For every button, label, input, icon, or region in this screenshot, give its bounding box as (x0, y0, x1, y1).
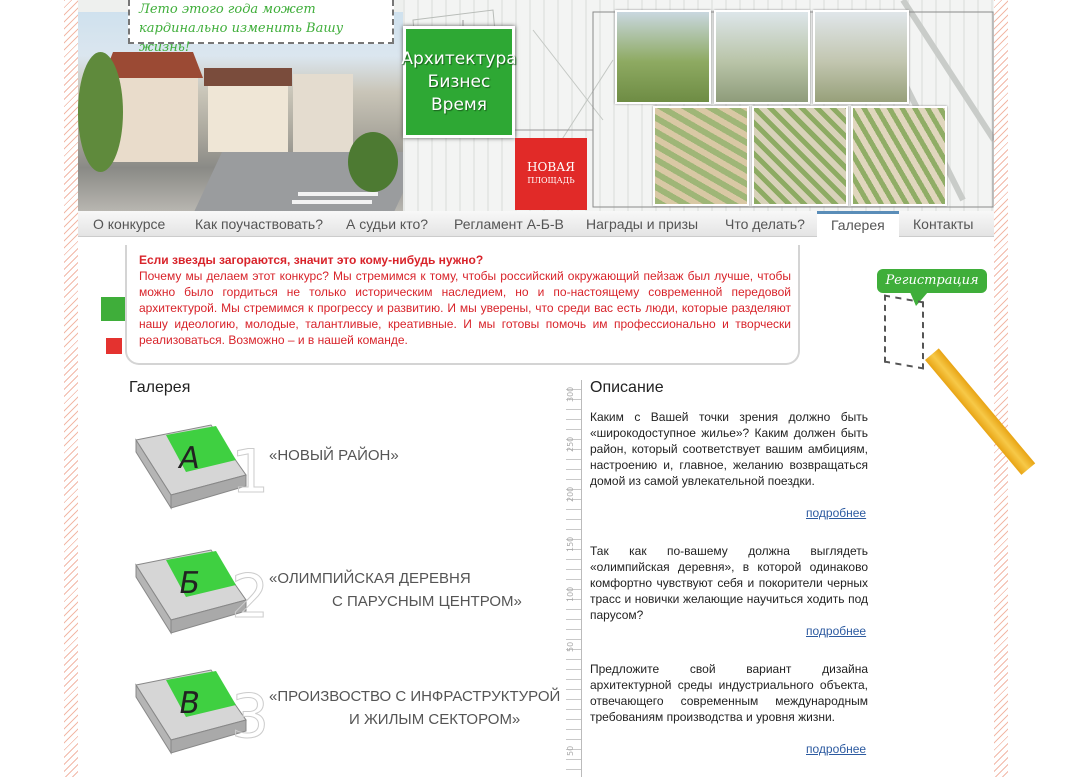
blueprint-b-icon (131, 545, 271, 645)
gallery-letter: В (176, 686, 203, 721)
gallery-number: 2 (231, 562, 270, 632)
intro-box (125, 245, 800, 365)
more-link[interactable]: подробнее (806, 624, 867, 638)
nav-item-contacts[interactable]: Контакты (913, 216, 974, 232)
gallery-item[interactable] (131, 665, 571, 765)
plan-thumbnail (714, 10, 810, 104)
plan-thumbnail (813, 10, 909, 104)
description-text: Так как по-вашему должна выглядеть «олимпийская деревня», в которой одинаково комфортно чувствуют себя и покорители черных трасс и новички желающие научиться ходить под парусом? (590, 544, 868, 622)
slogan-line-2: кардинально изменить Вашу жизнь! (139, 21, 344, 55)
nav-item-what-to-do[interactable]: Что делать? (725, 216, 805, 232)
gallery-title: Галерея (129, 379, 191, 396)
gallery-letter: А (176, 441, 203, 476)
logo-line-1: НОВАЯ (527, 160, 575, 174)
nav-item-rules[interactable]: Регламент А-Б-В (454, 216, 564, 232)
registration-button[interactable]: Регистрация (877, 269, 987, 293)
brand-block (403, 26, 515, 138)
decor-square (101, 297, 125, 321)
nav-item-gallery[interactable]: Галерея (817, 211, 899, 237)
brand-line-3: Время (431, 94, 487, 115)
plan-thumbnail (752, 106, 848, 206)
more-link[interactable]: подробнее (806, 742, 867, 756)
decor-square (106, 338, 122, 354)
ruler: 300 250 200 150 100 50 50 (566, 380, 582, 777)
left-hatched-border (64, 0, 78, 777)
description-text: Предложите свой вариант дизайна архитектурной среды индустриального объекта, отвечающего современным международным требованиям производства и уровня жизни. (590, 662, 868, 724)
brand-line-1: Архитектура (401, 48, 517, 69)
right-hatched-border (994, 0, 1008, 777)
intro-text: Почему мы делаем этот конкурс? Мы стремимся к тому, чтобы российский окружающий пейзаж был лучше, чтобы можно было гордиться не только историческим наследием, но и по-настоящему современной передовой архитектурой. Мы стремимся к прогрессу и развитию. И мы уверены, что среди вас есть люди, которые разделяют нашу идеологию, молодые, талантливые, креативные. И мы готовы помочь им профессионально и творчески реализоваться. Возможно – и в нашей команде. (139, 269, 791, 347)
gallery-item[interactable] (131, 420, 571, 520)
plan-thumbnail (851, 106, 947, 206)
pencil-icon (925, 348, 1035, 474)
gallery-item-title[interactable]: «НОВЫЙ РАЙОН» (269, 447, 399, 464)
plan-thumbnail (653, 106, 749, 206)
nav-item-about[interactable]: О конкурсе (93, 216, 166, 232)
slogan-banner (128, 0, 394, 55)
folder-sketch (884, 294, 924, 369)
nav-item-awards[interactable]: Награды и призы (586, 216, 699, 232)
logo-line-2: ПЛОЩАДЬ (527, 176, 575, 185)
description-text: Каким с Вашей точки зрения должно быть «широкодоступное жилье»? Каким должен быть район, который соответствует вашим амбициям, настроению и, главное, желанию возвращаться домой из самой увлекательной поездки. (590, 410, 868, 488)
gallery-item-title[interactable]: «ОЛИМПИЙСКАЯ ДЕРЕВНЯ С ПАРУСНЫМ ЦЕНТРОМ» (269, 570, 522, 610)
nav-item-judges[interactable]: А судьи кто? (346, 216, 429, 232)
blueprint-v-icon (131, 665, 271, 765)
description-title: Описание (590, 379, 664, 396)
gallery-letter: Б (176, 566, 203, 601)
site-logo[interactable] (515, 138, 587, 210)
gallery-item-title[interactable]: «ПРОИЗВОСТВО С ИНФРАСТРУКТУРОЙ И ЖИЛЫМ СЕКТОРОМ» (269, 688, 561, 728)
nav-item-participate[interactable]: Как поучаствовать? (195, 216, 323, 232)
gallery-item[interactable] (131, 545, 571, 645)
slogan-line-1: Лето этого года может (139, 2, 316, 17)
intro-title: Если звезды загораются, значит это кому-нибудь нужно? (139, 253, 484, 267)
more-link[interactable]: подробнее (806, 506, 867, 520)
gallery-number: 1 (231, 437, 270, 507)
main-navigation (78, 211, 994, 237)
blueprint-a-icon (131, 420, 271, 520)
brand-line-2: Бизнес (427, 71, 491, 92)
header-banner (78, 0, 994, 212)
plan-thumbnail (615, 10, 711, 104)
gallery-number: 3 (231, 682, 270, 752)
